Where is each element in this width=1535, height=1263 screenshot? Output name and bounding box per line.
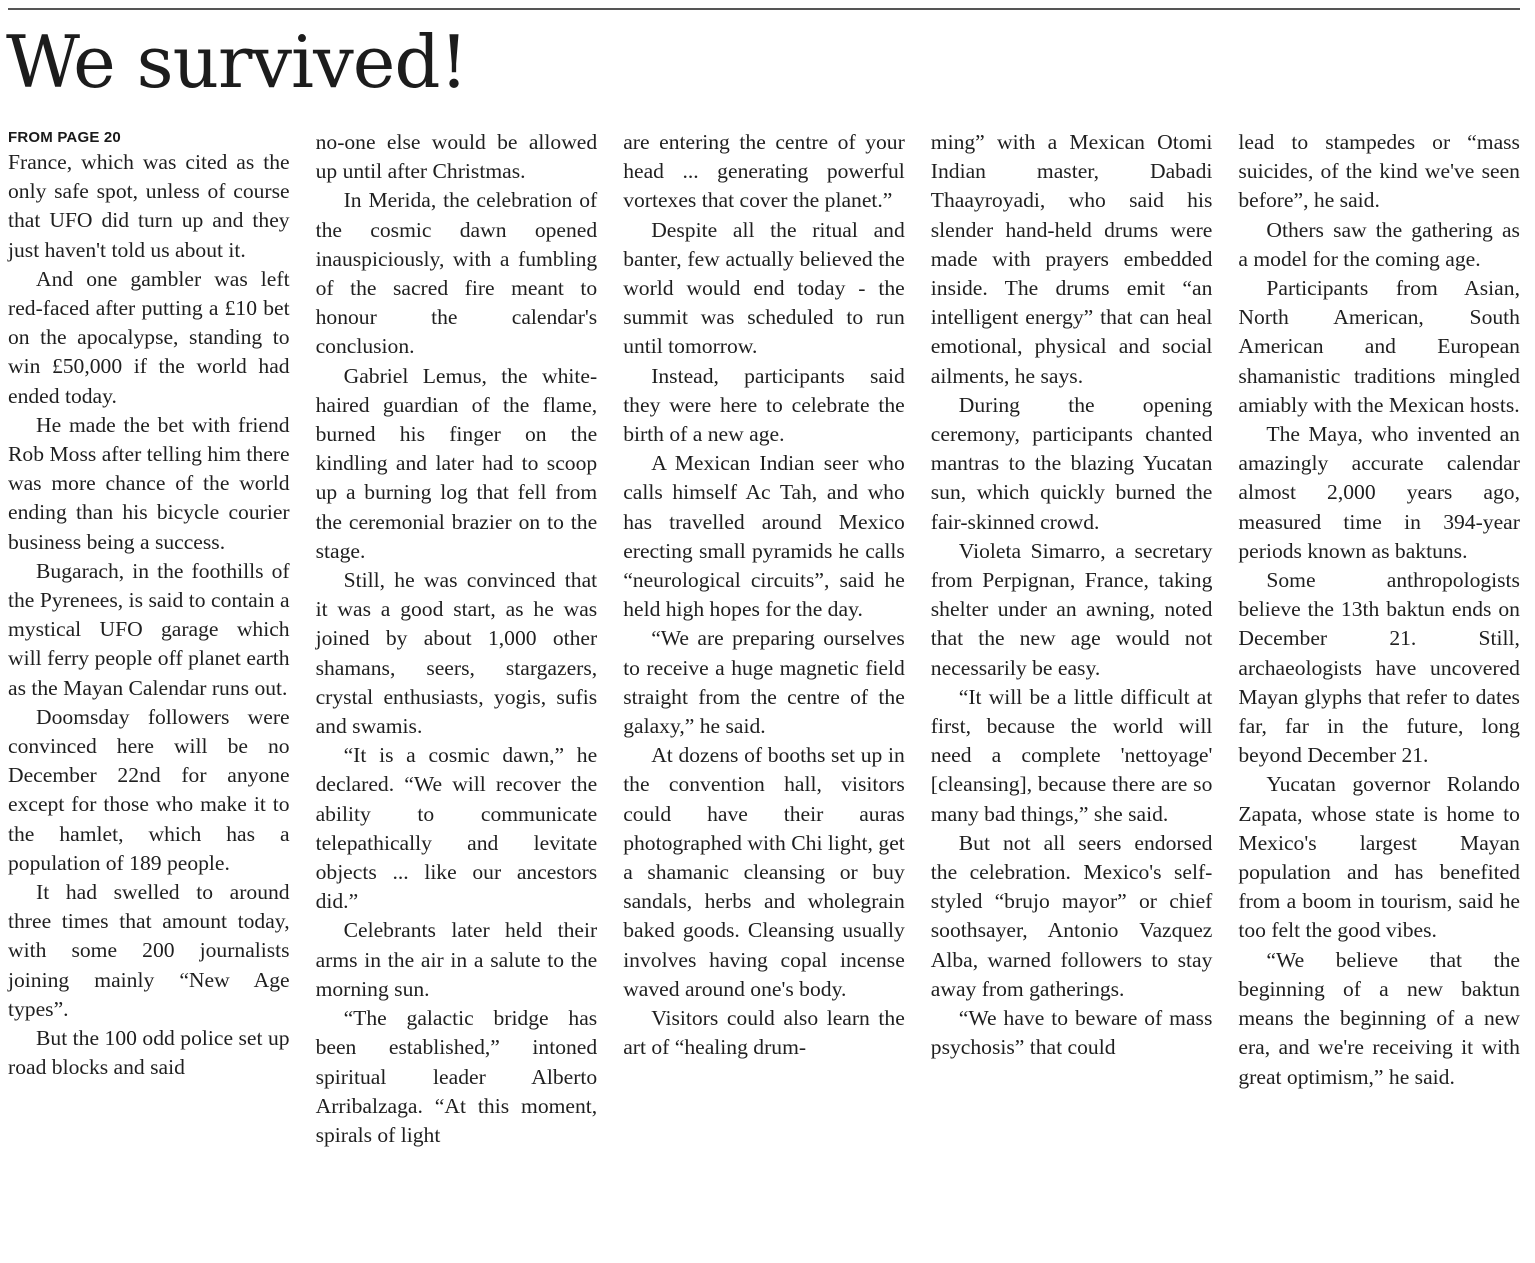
- paragraph: Violeta Simarro, a secretary from Perpignan, France, taking shelter under an awning, noted that the new age would not necessarily be easy.: [930, 538, 1213, 680]
- paragraph: Visitors could also learn the art of “healing drum-: [623, 1006, 905, 1060]
- paragraph: “The galactic bridge has been established,” intoned spiritual leader Alberto Arribalzaga. “At this moment, spirals of light: [315, 1006, 598, 1147]
- headline: We survived!: [6, 20, 468, 104]
- top-rule: [8, 8, 1520, 10]
- paragraph: “We have to beware of mass psychosis” that could: [930, 1006, 1213, 1060]
- paragraph: Bugarach, in the foothills of the Pyrenees, is said to contain a mystical UFO garage which will ferry people off planet earth as the Mayan Calendar runs out.: [8, 558, 290, 700]
- paragraph: Participants from Asian, North American, South American and European shamanistic traditions mingled amiably with the Mexican hosts.: [1238, 276, 1520, 417]
- paragraph: The Maya, who invented an amazingly accurate calendar almost 2,000 years ago, measured time in 394-year periods known as baktuns.: [1238, 422, 1520, 563]
- paragraph: ming” with a Mexican Otomi Indian master, Dabadi Thaayroyadi, who said his slender hand-held drums were made with prayers embedded inside. The drums emit “an intelligent energy” that can heal emotional, physical and social ailments, he says.: [930, 130, 1213, 388]
- paragraph: It had swelled to around three times that amount today, with some 200 journalists joining mainly “New Age types”.: [8, 880, 290, 1021]
- paragraph: Some anthropologists believe the 13th baktun ends on December 21. Still, archaeologists have uncovered Mayan glyphs that refer to dates far, far in the future, long beyond December 21.: [1238, 568, 1520, 768]
- paragraph: He made the bet with friend Rob Moss after telling him there was more chance of the world ending than his bicycle courier business being a success.: [8, 412, 290, 554]
- paragraph: Yucatan governor Rolando Zapata, whose state is home to Mexico's largest Mayan population and has benefited from a boom in tourism, said he too felt the good vibes.: [1238, 772, 1520, 943]
- paragraph: At dozens of booths set up in the convention hall, visitors could have their auras photographed with Chi light, get a shamanic cleansing or buy sandals, herbs and wholegrain baked goods. Cleansing usually involves having copal incense waved around one's body.: [623, 743, 905, 1001]
- paragraph: are entering the centre of your head ... generating powerful vortexes that cover the planet.”: [623, 130, 905, 213]
- paragraph: Gabriel Lemus, the white-haired guardian of the flame, burned his finger on the kindling and later had to scoop up a burning log that fell from the ceremonial brazier on to the stage.: [315, 363, 598, 563]
- paragraph: “It is a cosmic dawn,” he declared. “We will recover the ability to communicate telepathically and levitate objects ... like our ancestors did.”: [315, 743, 598, 914]
- column-2: [316, 128, 598, 1258]
- paragraph: A Mexican Indian seer who calls himself Ac Tah, and who has travelled around Mexico erecting small pyramids he calls “neurological circuits”, said he held high hopes for the day.: [623, 451, 905, 622]
- column-4: [931, 128, 1213, 1258]
- article-body: [8, 128, 1520, 1258]
- paragraph: Others saw the gathering as a model for the coming age.: [1238, 217, 1520, 271]
- paragraph: Doomsday followers were convinced here will be no December 22nd for anyone except for those who make it to the hamlet, which has a population of 189 people.: [8, 704, 290, 875]
- column-5: [1238, 128, 1520, 1258]
- paragraph: “We are preparing ourselves to receive a huge magnetic field straight from the centre of the galaxy,” he said.: [623, 626, 905, 739]
- paragraph: “We believe that the beginning of a new baktun means the beginning of a new era, and we're receiving it with great optimism,” he said.: [1238, 947, 1520, 1089]
- column-3: [623, 128, 905, 1258]
- column-1: [8, 128, 290, 1258]
- paragraph: In Merida, the celebration of the cosmic dawn opened inauspiciously, with a fumbling of the sacred fire meant to honour the calendar's conclusion.: [315, 188, 598, 359]
- paragraph: “It will be a little difficult at first, because the world will need a complete 'nettoyage' [cleansing], because there are so many bad things,” she said.: [930, 684, 1213, 826]
- kicker-from-page: FROM PAGE 20: [8, 129, 121, 146]
- paragraph: But the 100 odd police set up road blocks and said: [8, 1026, 290, 1080]
- paragraph: And one gambler was left red-faced after putting a £10 bet on the apocalypse, standing to win £50,000 if the world had ended today.: [8, 266, 290, 408]
- paragraph: Celebrants later held their arms in the air in a salute to the morning sun.: [315, 918, 598, 1001]
- paragraph: France, which was cited as the only safe spot, unless of course that UFO did turn up and they just haven't told us about it.: [8, 150, 290, 262]
- paragraph: no-one else would be allowed up until after Christmas.: [315, 130, 598, 184]
- paragraph: But not all seers endorsed the celebration. Mexico's self-styled “brujo mayor” or chief soothsayer, Antonio Vazquez Alba, warned followers to stay away from gatherings.: [930, 830, 1213, 1001]
- paragraph: Despite all the ritual and banter, few actually believed the world would end today - the summit was scheduled to run until tomorrow.: [623, 217, 905, 359]
- paragraph: Instead, participants said they were here to celebrate the birth of a new age.: [623, 363, 905, 447]
- paragraph: During the opening ceremony, participants chanted mantras to the blazing Yucatan sun, which quickly burned the fair-skinned crowd.: [930, 392, 1213, 534]
- paragraph: Still, he was convinced that it was a good start, as he was joined by about 1,000 other shamans, seers, stargazers, crystal enthusiasts, yogis, sufis and swamis.: [315, 568, 598, 739]
- paragraph: lead to stampedes or “mass suicides, of the kind we've seen before”, he said.: [1238, 130, 1520, 213]
